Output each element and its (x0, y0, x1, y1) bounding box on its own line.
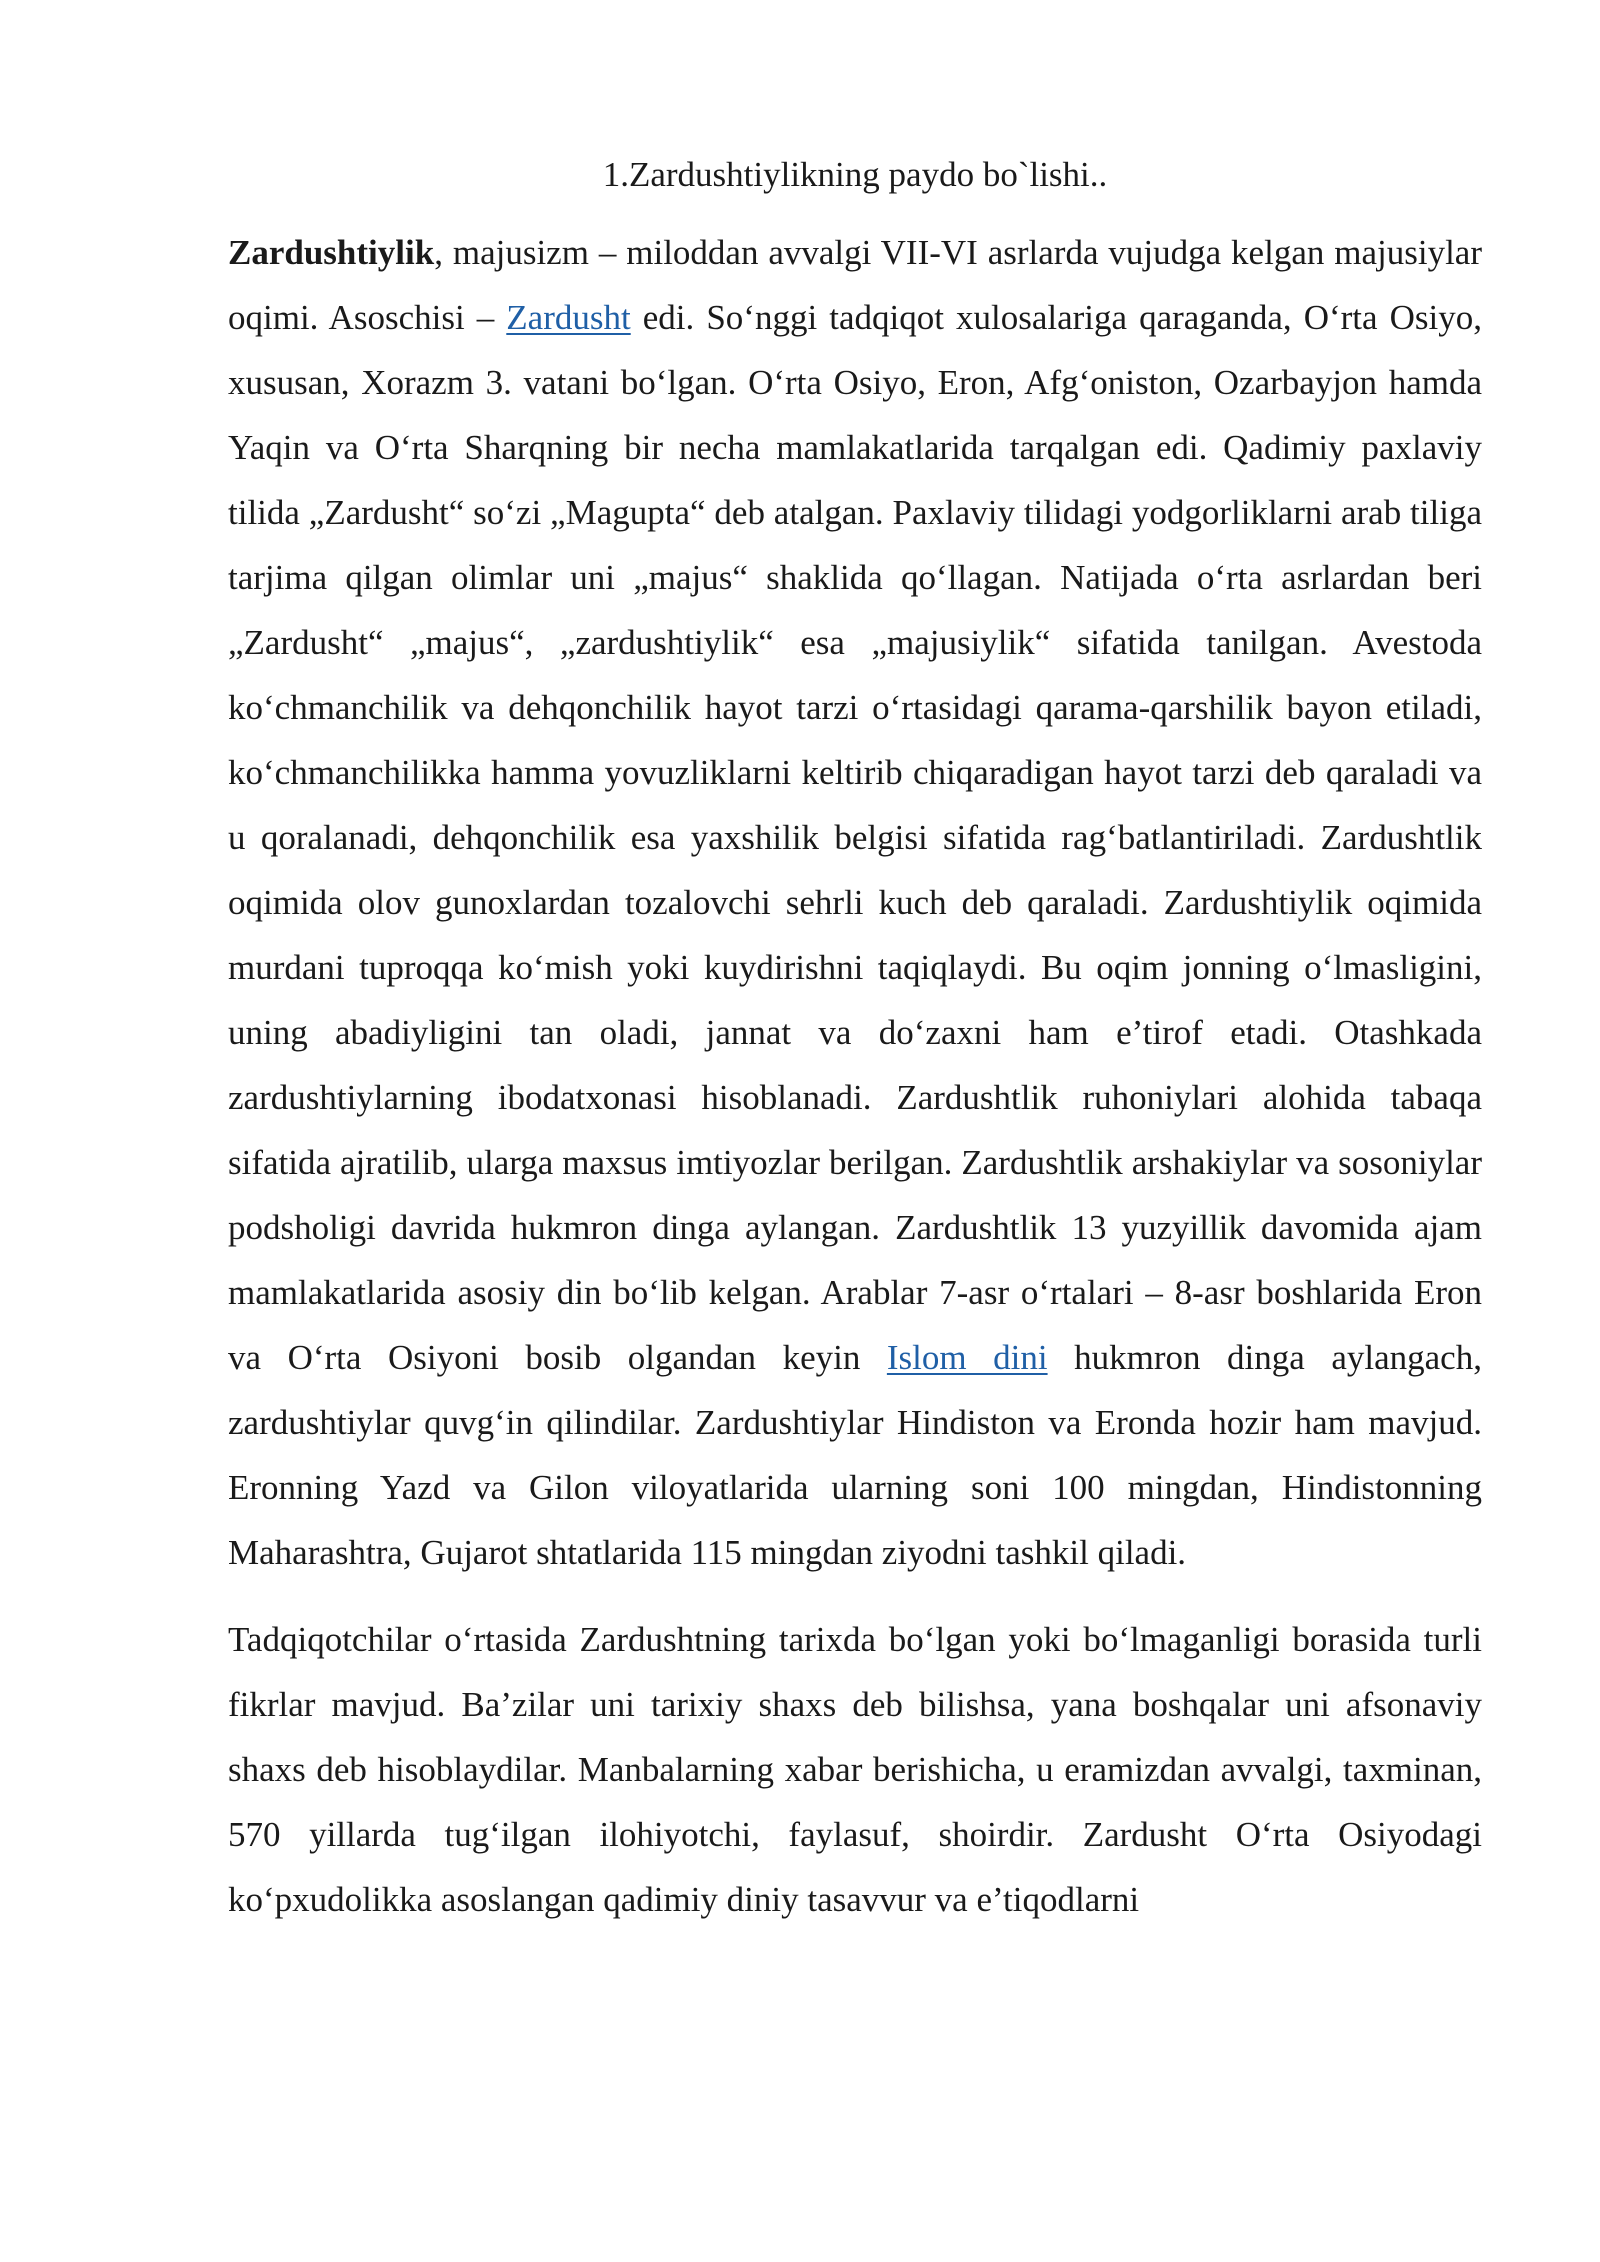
link-zardusht[interactable]: Zardusht (506, 298, 631, 337)
document-page (228, 148, 1482, 1954)
bold-term-zardushtiylik: Zardushtiylik (228, 233, 435, 272)
paragraph-1-text-a: , majusizm – miloddan avvalgi VII-VI asrlarda vujudga kelgan majusiylar oqimi. Asoschisi – (228, 233, 1482, 337)
paragraph-1-text-b: edi. So‘nggi tadqiqot xulosalariga qaraganda, O‘rta Osiyo, xususan, Xorazm 3. vatani bo‘lgan. O‘rta Osiyo, Eron, Afg‘oniston, Ozarbayjon hamda Yaqin va O‘rta Sharqning bir necha mamlakatlarida tarqalgan edi. Qadimiy paxlaviy tilida „Zardusht“ so‘zi „Magupta“ deb atalgan. Paxlaviy tilidagi yodgorliklarni arab tiliga tarjima qilgan olimlar uni „majus“ shaklida qo‘llagan. Natijada o‘rta asrlardan beri „Zardusht“ „majus“, „zardushtiylik“ esa „majusiylik“ sifatida tanilgan. Avestoda ko‘chmanchilik va dehqonchilik hayot tarzi o‘rtasidagi qarama-qarshilik bayon etiladi, ko‘chmanchilikka hamma yovuzliklarni keltirib chiqaradigan hayot tarzi deb qaraladi va u qoralanadi, dehqonchilik esa yaxshilik belgisi sifatida rag‘batlantiriladi. Zardushtlik oqimida olov gunoxlardan tozalovchi sehrli kuch deb qaraladi. Zardushtiylik oqimida murdani tuproqqa ko‘mish yoki kuydirishni taqiqlaydi. Bu oqim jonning o‘lmasligini, uning abadiyligini tan oladi, jannat va do‘zaxni ham e’tirof etadi. Otashkada zardushtiylarning ibodatxonasi hisoblanadi. Zardushtlik ruhoniylari alohida tabaqa sifatida ajratilib, ularga maxsus imtiyozlar berilgan. Zardushtlik arshakiylar va sosoniylar podsholigi davrida hukmron dinga aylangan. Zardushtlik 13 yuzyillik davomida ajam mamlakatlarida asosiy din bo‘lib kelgan. Arablar 7-asr o‘rtalari – 8-asr boshlarida Eron va O‘rta Osiyoni bosib olgandan keyin (228, 298, 1482, 1377)
link-islom-dini[interactable]: Islom dini (886, 1338, 1048, 1377)
document-title: 1.Zardushtiylikning paydo bo`lishi.. (602, 155, 1108, 194)
paragraph-1 (228, 220, 1482, 1585)
paragraph-2: Tadqiqotchilar o‘rtasida Zardushtning tarixda bo‘lgan yoki bo‘lmaganligi borasida turli fikrlar mavjud. Ba’zilar uni tarixiy shaxs deb bilishsa, yana boshqalar uni afsonaviy shaxs deb hisoblaydilar. Manbalarning xabar berishicha, u eramizdan avvalgi, taxminan, 570 yillarda tug‘ilgan ilohiyotchi, faylasuf, shoirdir. Zardusht O‘rta Osiyodagi ko‘pxudolikka asoslangan qadimiy diniy tasavvur va e’tiqodlarni (228, 1620, 1482, 1919)
paragraph-1-text-c: hukmron dinga aylangach, zardushtiylar quvg‘in qilindilar. Zardushtiylar Hindiston va Eronda hozir ham mavjud. Eronning Yazd va Gilon viloyatlarida ularning soni 100 mingdan, Hindistonning Maharashtra, Gujarot shtatlarida 115 mingdan ziyodni tashkil qiladi. (228, 1338, 1482, 1572)
